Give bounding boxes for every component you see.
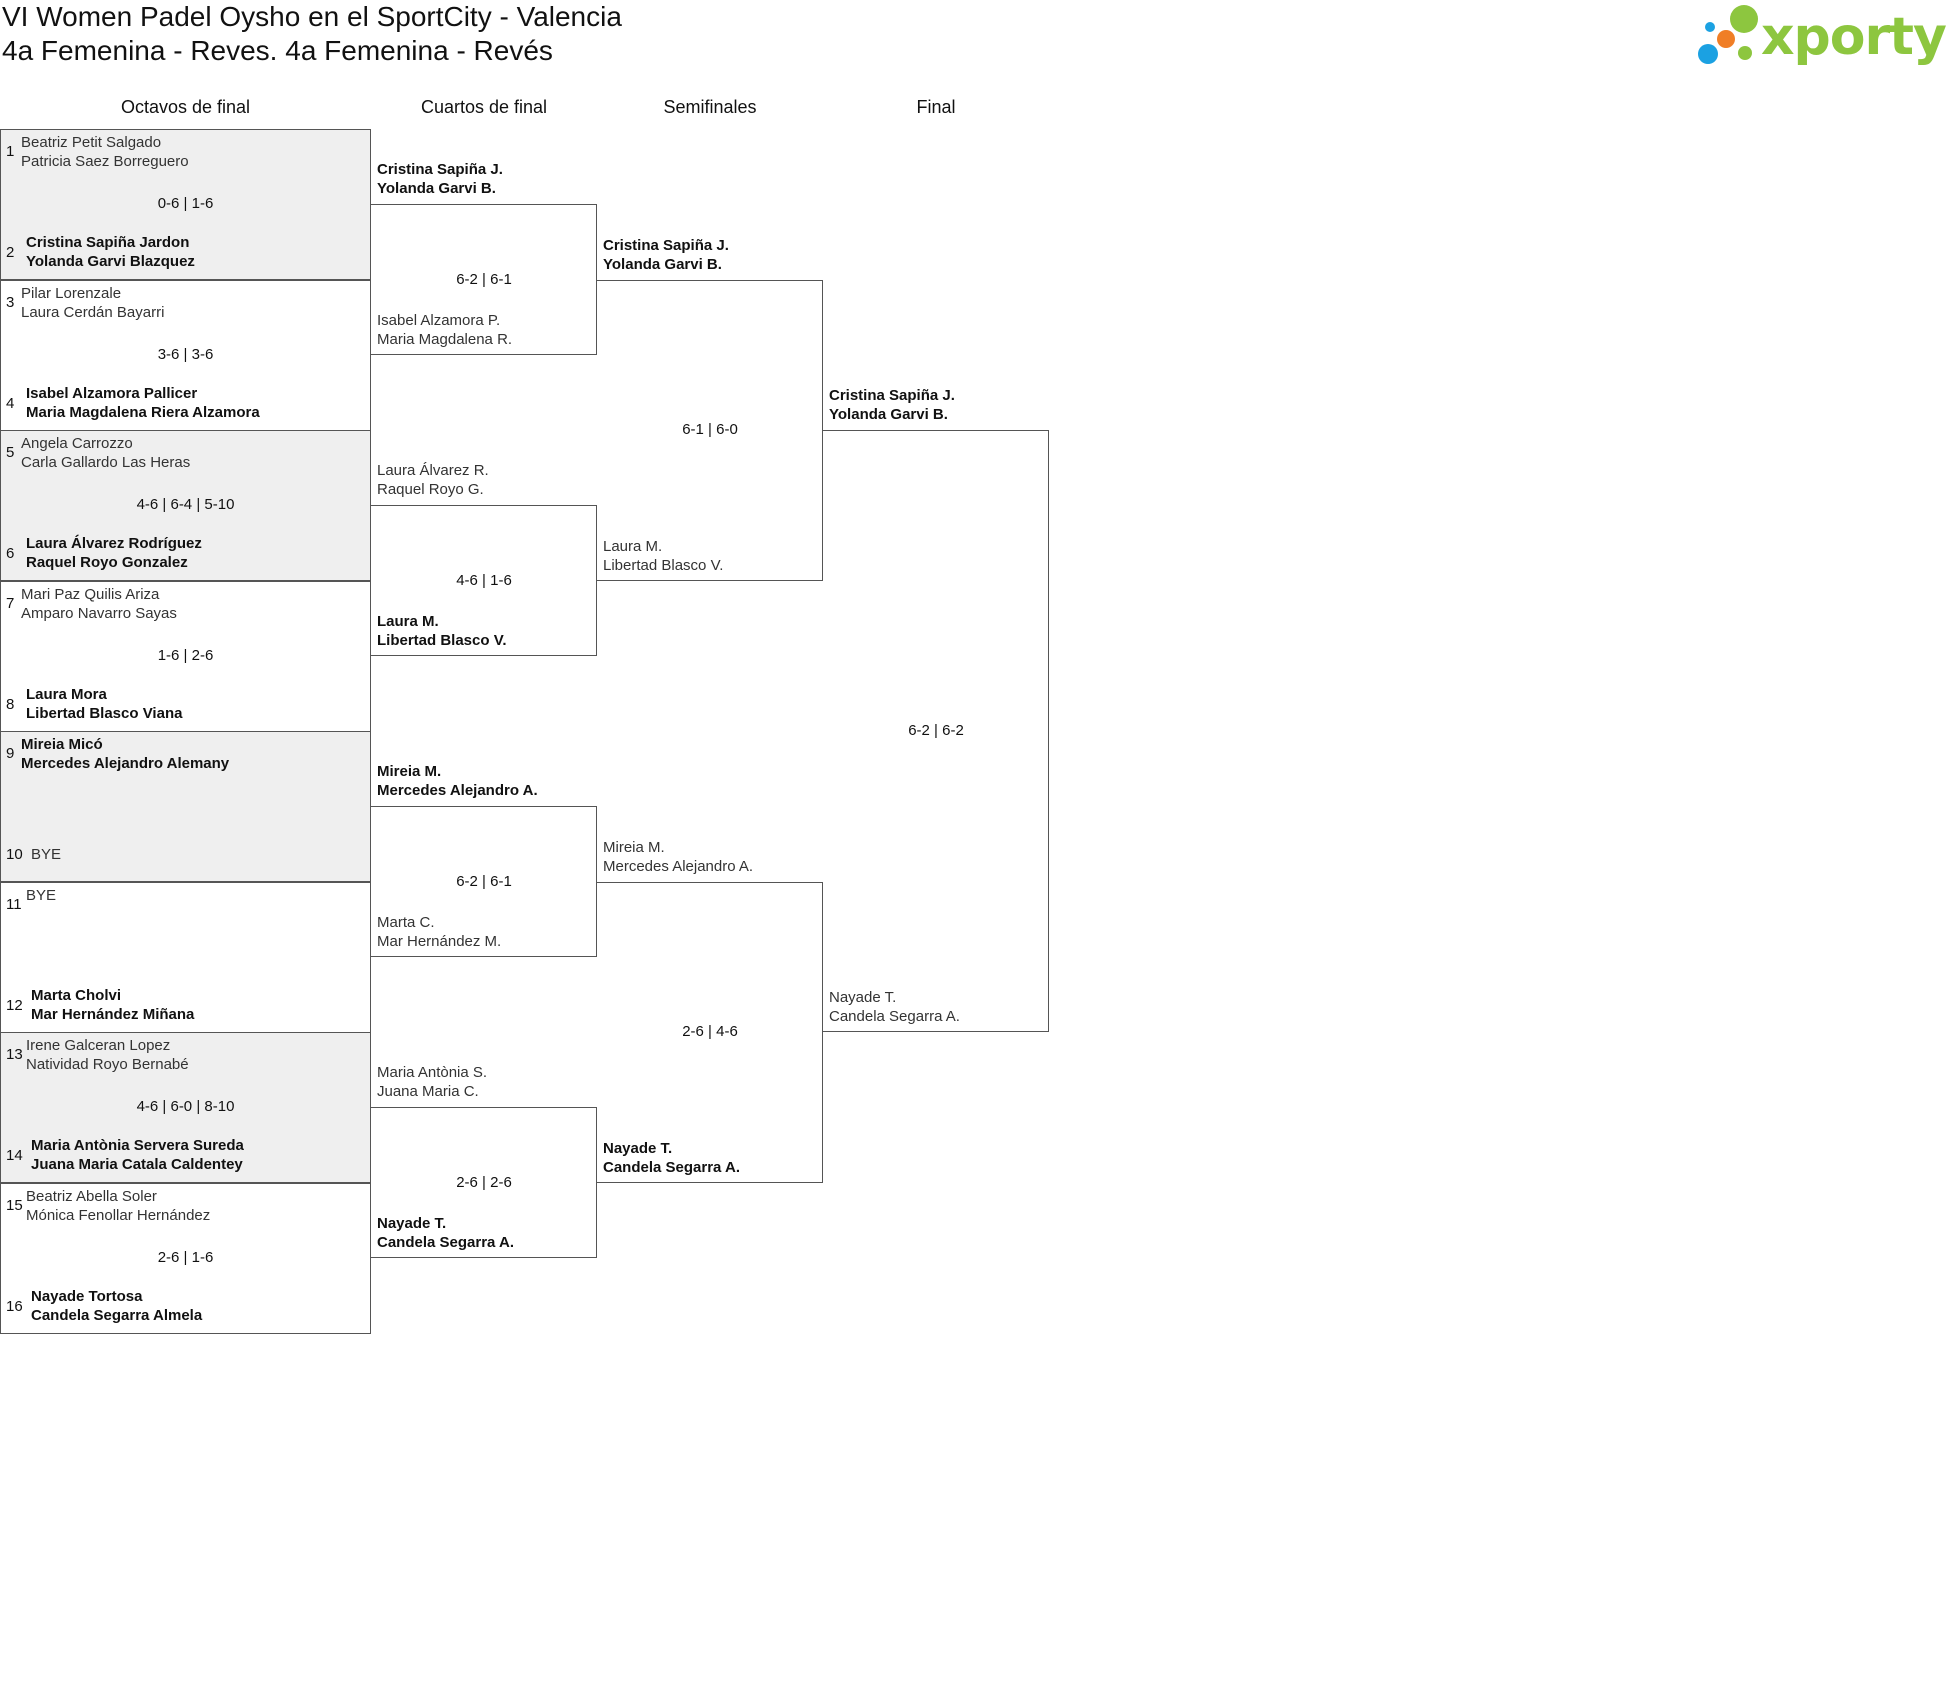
team-player-2[interactable]: Candela Segarra A.	[603, 1158, 740, 1176]
team-player-1[interactable]: Cristina Sapiña Jardon	[26, 234, 190, 251]
match-box-r1[interactable]	[0, 280, 371, 431]
team-player-1[interactable]: Irene Galceran Lopez	[26, 1037, 171, 1054]
logo-text: xporty	[1761, 7, 1946, 67]
logo-dot-blue-icon	[1698, 44, 1718, 64]
team-player-1[interactable]: Nayade T.	[377, 1214, 447, 1232]
match-score: 0-6 | 1-6	[157, 195, 214, 212]
team-player-1[interactable]: Pilar Lorenzale	[21, 284, 122, 302]
logo-dot-orange-icon	[1717, 30, 1735, 48]
seed-number: 4	[6, 394, 15, 412]
match-score: 4-6 | 6-0 | 8-10	[136, 1098, 235, 1115]
seed-number: 3	[6, 293, 15, 311]
team-player-1[interactable]: Cristina Sapiña J.	[603, 236, 729, 254]
match-score: 2-6 | 1-6	[157, 1248, 214, 1266]
team-player-2[interactable]: Yolanda Garvi B.	[377, 180, 496, 198]
team-player-1[interactable]: Nayade T.	[829, 989, 897, 1006]
round-header-semifinales: Semifinales	[663, 97, 757, 117]
match-score: 4-6 | 1-6	[456, 571, 512, 589]
team-player-2[interactable]: Mercedes Alejandro Alemany	[21, 755, 230, 772]
round-header-octavos: Octavos de final	[120, 97, 251, 117]
team-player-1[interactable]: Cristina Sapiña J.	[377, 161, 503, 179]
team-player-2[interactable]: Natividad Royo Bernabé	[26, 1056, 189, 1073]
seed-number: 6	[6, 545, 15, 562]
team-player-1[interactable]: BYE	[26, 886, 57, 904]
team-player-1[interactable]: Marta Cholvi	[31, 986, 122, 1004]
seed-number: 14	[6, 1147, 23, 1164]
match-score: 6-1 | 6-0	[682, 421, 738, 438]
seed-number: 8	[6, 695, 15, 713]
team-player-2[interactable]: Juana Maria Catala Caldentey	[31, 1156, 243, 1173]
team-player-2[interactable]: Juana Maria C.	[377, 1083, 479, 1101]
seed-number: 11	[6, 895, 22, 913]
match-score: 4-6 | 6-4 | 5-10	[136, 496, 235, 513]
match-box-r1[interactable]	[0, 129, 371, 280]
round-header-cuartos: Cuartos de final	[420, 97, 548, 117]
seed-number: 15	[6, 1196, 23, 1214]
team-player-1[interactable]: Mireia Micó	[21, 736, 103, 753]
team-player-2[interactable]: Mónica Fenollar Hernández	[26, 1206, 211, 1224]
team-player-2[interactable]: Libertad Blasco V.	[377, 631, 507, 649]
logo-dot-small-blue-icon	[1705, 22, 1715, 32]
team-player-2[interactable]: Maria Magdalena R.	[377, 330, 513, 348]
team-player-2[interactable]: Yolanda Garvi B.	[603, 255, 722, 273]
team-player-2[interactable]: Libertad Blasco V.	[603, 556, 724, 574]
team-player-2[interactable]: Amparo Navarro Sayas	[21, 604, 177, 622]
team-player-1[interactable]: Nayade Tortosa	[31, 1287, 143, 1305]
seed-number: 1	[6, 143, 15, 160]
page-subtitle: 4a Femenina - Reves. 4a Femenina - Revés	[2, 35, 553, 66]
team-player-1[interactable]: Laura Álvarez Rodríguez	[26, 535, 202, 552]
team-player-2[interactable]: Laura Cerdán Bayarri	[21, 303, 165, 321]
team-player-2[interactable]: Libertad Blasco Viana	[26, 704, 183, 722]
team-player-1[interactable]: Mireia M.	[377, 763, 442, 781]
team-player-2[interactable]: Maria Magdalena Riera Alzamora	[26, 403, 260, 421]
match-score: 2-6 | 2-6	[456, 1173, 512, 1191]
match-box-r1[interactable]	[0, 1032, 371, 1183]
team-player-1[interactable]: Beatriz Abella Soler	[26, 1187, 157, 1205]
team-player-2[interactable]: Yolanda Garvi B.	[829, 406, 948, 423]
team-player-2[interactable]: Candela Segarra Almela	[31, 1306, 203, 1324]
logo-dot-green-icon	[1730, 5, 1758, 33]
team-player-1[interactable]: Angela Carrozzo	[21, 435, 133, 452]
team-player-2[interactable]: Raquel Royo Gonzalez	[26, 554, 188, 571]
team-player-1[interactable]: Laura M.	[603, 537, 663, 555]
logo-dot-small-green-icon	[1738, 46, 1752, 60]
seed-number: 12	[6, 996, 23, 1014]
round-header-final: Final	[916, 97, 956, 117]
match-box-r1[interactable]	[0, 731, 371, 882]
team-player-1[interactable]: Isabel Alzamora P.	[377, 311, 501, 329]
match-score: 6-2 | 6-1	[456, 270, 512, 288]
team-player-2[interactable]: Mercedes Alejandro A.	[603, 857, 754, 875]
team-player-2[interactable]: Candela Segarra A.	[829, 1008, 960, 1025]
team-player-2[interactable]: Patricia Saez Borreguero	[21, 153, 189, 170]
team-player-2[interactable]: Candela Segarra A.	[377, 1233, 514, 1251]
team-player-1[interactable]: Cristina Sapiña J.	[829, 387, 955, 404]
page-title: VI Women Padel Oysho en el SportCity - Valencia	[2, 1, 622, 32]
team-player-2[interactable]: Mar Hernández M.	[377, 932, 502, 950]
match-score: 6-2 | 6-2	[908, 722, 964, 739]
match-score: 6-2 | 6-1	[456, 872, 512, 890]
team-player-1[interactable]: Mireia M.	[603, 838, 665, 856]
seed-number: 13	[6, 1046, 23, 1063]
match-box-r1[interactable]	[0, 1183, 371, 1334]
seed-number: 2	[6, 244, 15, 261]
team-player-1[interactable]: BYE	[31, 846, 62, 863]
team-player-1[interactable]: Isabel Alzamora Pallicer	[26, 384, 198, 402]
team-player-2[interactable]: Yolanda Garvi Blazquez	[26, 253, 195, 270]
team-player-2[interactable]: Raquel Royo G.	[377, 481, 484, 499]
seed-number: 9	[6, 745, 15, 762]
team-player-2[interactable]: Mar Hernández Miñana	[31, 1005, 195, 1023]
team-player-1[interactable]: Laura M.	[377, 612, 439, 630]
team-player-1[interactable]: Maria Antònia S.	[377, 1064, 488, 1082]
match-score: 1-6 | 2-6	[157, 646, 214, 664]
seed-number: 10	[6, 846, 23, 863]
team-player-1[interactable]: Laura Álvarez R.	[377, 462, 489, 480]
team-player-1[interactable]: Marta C.	[377, 913, 435, 931]
match-score: 3-6 | 3-6	[157, 345, 214, 363]
team-player-2[interactable]: Carla Gallardo Las Heras	[21, 454, 191, 471]
match-box-r1[interactable]	[0, 882, 371, 1033]
team-player-2[interactable]: Mercedes Alejandro A.	[377, 782, 538, 800]
match-box-r1[interactable]	[0, 581, 371, 732]
team-player-1[interactable]: Mari Paz Quilis Ariza	[21, 585, 160, 603]
team-player-1[interactable]: Laura Mora	[26, 685, 107, 703]
team-player-1[interactable]: Nayade T.	[603, 1139, 673, 1157]
xporty-logo	[1695, 0, 1946, 70]
match-score: 2-6 | 4-6	[682, 1023, 738, 1040]
seed-number: 5	[6, 444, 15, 461]
match-box-r1[interactable]	[0, 430, 371, 581]
seed-number: 7	[6, 594, 15, 612]
seed-number: 16	[6, 1297, 23, 1315]
team-player-1[interactable]: Maria Antònia Servera Sureda	[31, 1137, 244, 1154]
team-player-1[interactable]: Beatriz Petit Salgado	[21, 134, 162, 151]
